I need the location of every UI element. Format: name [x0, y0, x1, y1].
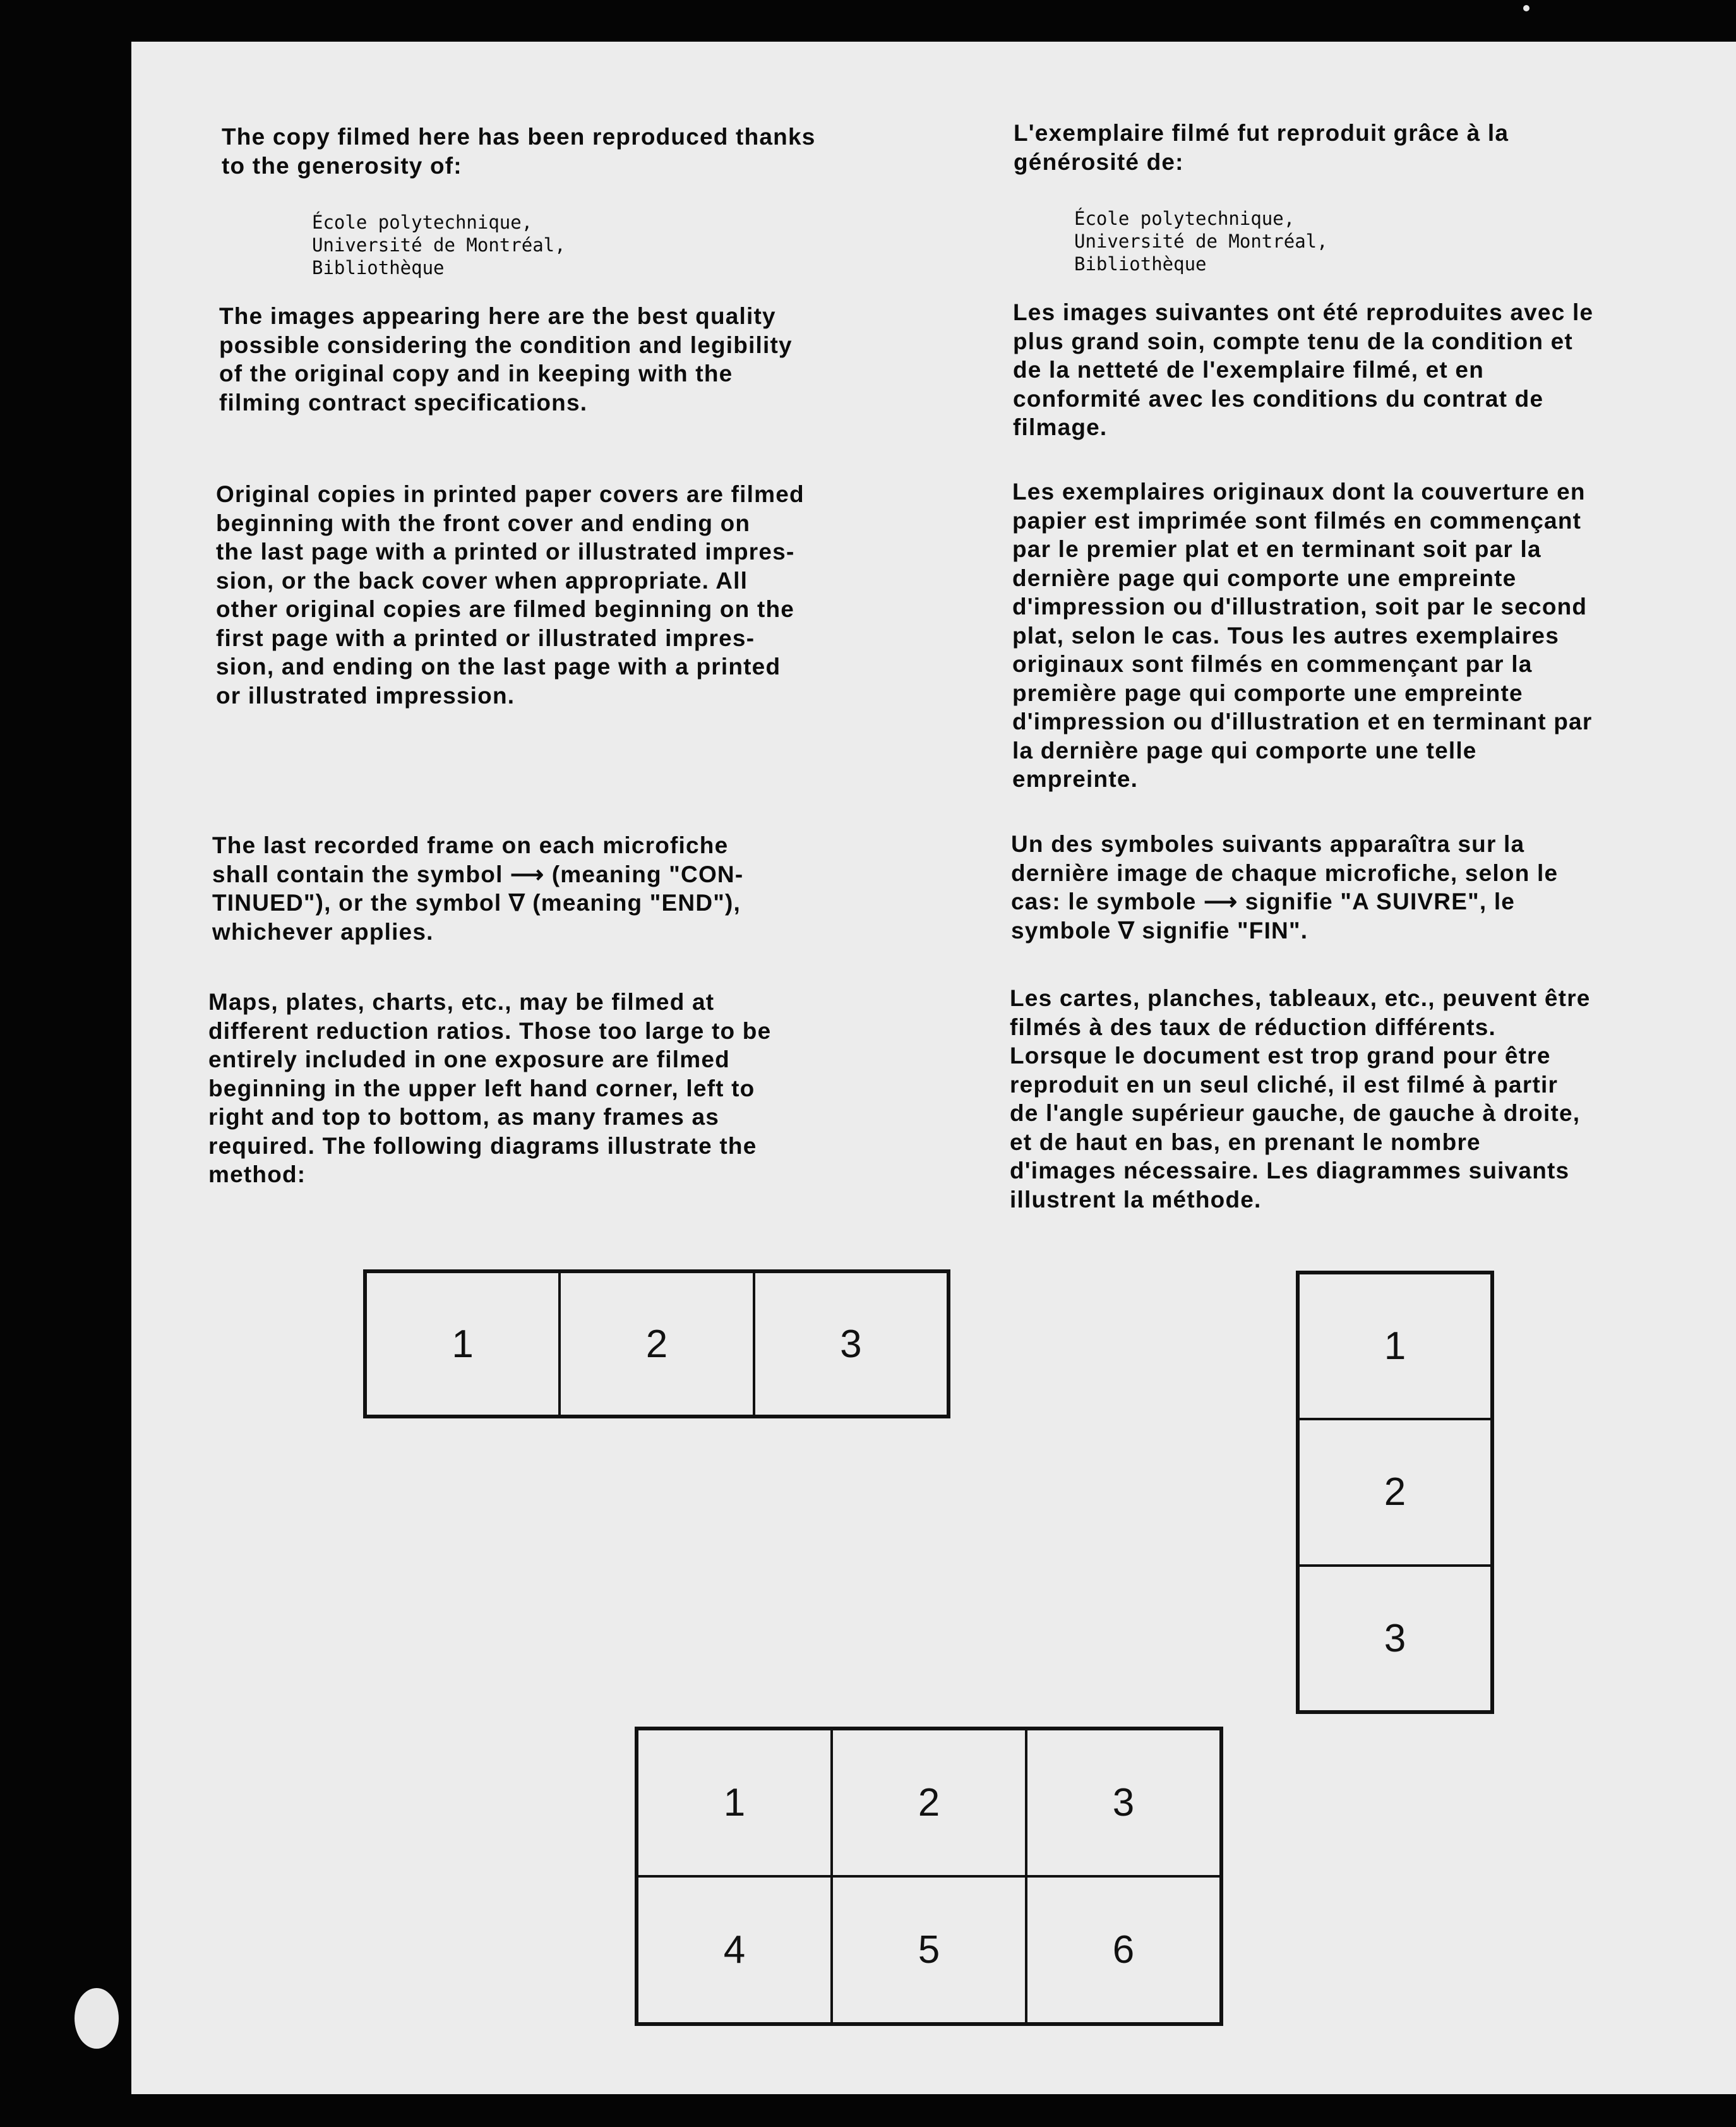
frame-cell: 1	[366, 1272, 560, 1416]
frame-cell: 2	[1298, 1419, 1492, 1565]
maps-statement-en: Maps, plates, charts, etc., may be filmed at different reduction ratios. Those too large to be entirely included in one exposure are filmed beginning in the upper left hand corner, left to right and top to bottom, as many frames as required. The following diagrams illustrate the method:	[208, 989, 772, 1187]
scan-speck	[75, 1988, 119, 2049]
institution-fr: École polytechnique, Université de Montréal, Bibliothèque	[1074, 208, 1328, 275]
quality-statement-fr: Les images suivantes ont été reproduites avec le plus grand soin, compte tenu de la condition et de la netteté de l'exemplaire filmé, et en conformité avec les conditions du contrat de filmage.	[1013, 299, 1594, 440]
institution-en: École polytechnique, Université de Montréal, Bibliothèque	[312, 212, 566, 279]
page-sheet	[131, 42, 1736, 2094]
scan-speck	[1523, 5, 1529, 11]
credit-intro-en: The copy filmed here has been reproduced thanks to the generosity of:	[222, 124, 816, 179]
diagram-horizontal	[363, 1269, 950, 1418]
frame-cell: 2	[560, 1272, 753, 1416]
frame-cell: 3	[754, 1272, 948, 1416]
diagram-vertical	[1296, 1271, 1494, 1714]
diagram-grid	[635, 1727, 1223, 2026]
credit-intro-fr: L'exemplaire filmé fut reproduit grâce à la générosité de:	[1014, 120, 1509, 175]
originals-statement-fr: Les exemplaires originaux dont la couverture en papier est imprimée sont filmés en commençant par le premier plat et en terminant soit par la dernière page qui comporte une empreinte d'impression ou d'illustration, soit par le second plat, selon le cas. Tous les autres exemplaires originaux sont filmés en commençant par la première page qui comporte une empreinte d'impression ou d'illustration et en terminant par la dernière page qui comporte une telle empreinte.	[1012, 479, 1593, 792]
quality-statement-en: The images appearing here are the best quality possible considering the condition and legibility of the original copy and in keeping with the filming contract specifications.	[219, 303, 793, 416]
frame-cell: 4	[637, 1876, 832, 2023]
frame-cell: 1	[637, 1729, 832, 1876]
frame-cell: 1	[1298, 1273, 1492, 1419]
frame-cell: 2	[832, 1729, 1026, 1876]
frame-cell: 6	[1026, 1876, 1221, 2023]
symbols-statement-en: The last recorded frame on each microfiche shall contain the symbol ⟶ (meaning "CON- TINUED"), or the symbol ∇ (meaning "END"), whichever applies.	[212, 832, 744, 945]
frame-cell: 3	[1026, 1729, 1221, 1876]
frame-cell: 5	[832, 1876, 1026, 2023]
originals-statement-en: Original copies in printed paper covers are filmed beginning with the front cover and ending on the last page with a printed or illustrated impres- sion, or the back cover when appropriate. All other original copies are filmed beginning on the first page with a printed or illustrated impres- sion, and ending on the last page with a printed or illustrated impression.	[216, 481, 805, 709]
symbols-statement-fr: Un des symboles suivants apparaîtra sur la dernière image de chaque microfiche, selon le cas: le symbole ⟶ signifie "A SUIVRE", le symbole ∇ signifie "FIN".	[1011, 831, 1559, 944]
maps-statement-fr: Les cartes, planches, tableaux, etc., peuvent être filmés à des taux de réduction différents. Lorsque le document est trop grand pour être reproduit en un seul cliché, il est filmé à partir de l'angle supérieur gauche, de gauche à droite, et de haut en bas, en prenant le nombre d'images nécessaire. Les diagrammes suivants illustrent la méthode.	[1010, 985, 1591, 1213]
frame-cell: 3	[1298, 1566, 1492, 1711]
